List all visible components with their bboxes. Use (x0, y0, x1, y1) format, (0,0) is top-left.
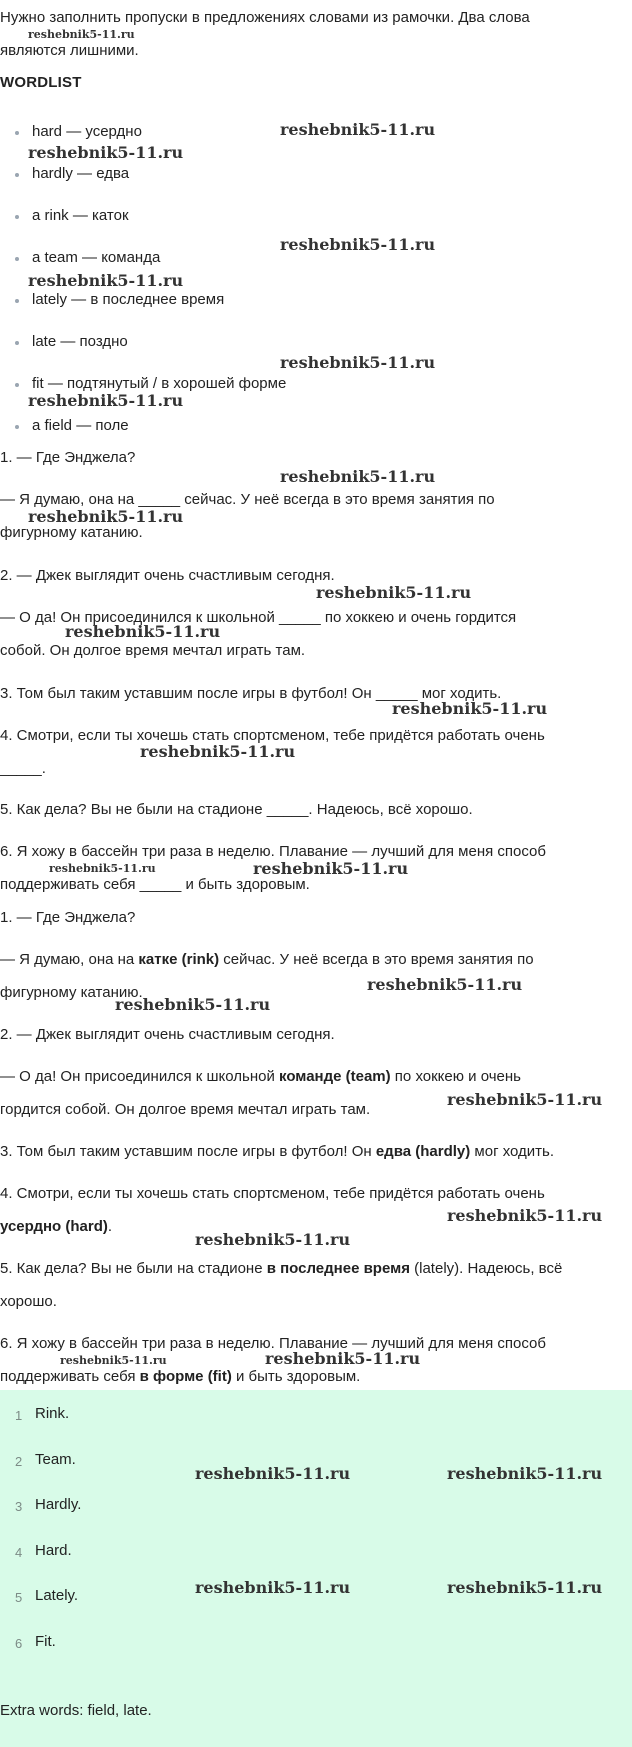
watermark: reshebnik5-11.ru (28, 28, 135, 41)
answer-text: Rink. (35, 1405, 70, 1422)
word-item: a rink — каток (32, 207, 129, 224)
word-item: hard — усердно (32, 123, 142, 140)
watermark: reshebnik5-11.ru (392, 699, 548, 718)
task-3: 3. Том был таким уставшим после игры в футбол! Он _____ мог ходить. (0, 685, 502, 702)
task-1-line-1: — Я думаю, она на _____ сейчас. У неё всегда в это время занятия по (0, 491, 495, 508)
solution-3: 3. Том был таким уставшим после игры в футбол! Он едва (hardly) мог ходить. (0, 1143, 555, 1160)
watermark: reshebnik5-11.ru (65, 622, 221, 641)
solution-1-line-2: фигурному катанию. (0, 984, 143, 1001)
task-2-line-3: собой. Он долгое время мечтал играть там. (0, 642, 306, 659)
task-2-line-2: — О да! Он присоединился к школьной _____ по хоккею и очень гордится (0, 609, 517, 626)
watermark: reshebnik5-11.ru (140, 742, 296, 761)
watermark: reshebnik5-11.ru (280, 353, 436, 372)
word-item: lately — в последнее время (32, 291, 225, 308)
word-item: fit — подтянутый / в хорошей форме (32, 375, 287, 392)
answer-number: 2 (15, 1454, 23, 1469)
bullet-icon (15, 425, 19, 429)
bullet-icon (15, 383, 19, 387)
answer-highlight: в последнее время (266, 1260, 410, 1277)
answer-highlight: в форме (fit) (139, 1368, 232, 1385)
watermark: reshebnik5-11.ru (28, 271, 184, 290)
word-item: a team — команда (32, 249, 161, 266)
watermark: reshebnik5-11.ru (115, 995, 271, 1014)
task-6-line-2: поддерживать себя _____ и быть здоровым. (0, 876, 310, 893)
watermark: reshebnik5-11.ru (60, 1354, 167, 1367)
answer-text: Fit. (35, 1633, 56, 1650)
intro-line-1: Нужно заполнить пропуски в предложениях словами из рамочки. Два слова (0, 9, 530, 26)
watermark: reshebnik5-11.ru (316, 583, 472, 602)
wordlist-heading: WORDLIST (0, 74, 82, 91)
watermark: reshebnik5-11.ru (49, 862, 156, 875)
answers-panel (0, 1390, 632, 1747)
answer-text: Hard. (35, 1542, 72, 1559)
watermark: reshebnik5-11.ru (28, 391, 184, 410)
task-2-line-1: 2. — Джек выглядит очень счастливым сегодня. (0, 567, 335, 584)
solution-2-line-1: 2. — Джек выглядит очень счастливым сегодня. (0, 1026, 335, 1043)
task-4-line-2: _____. (0, 760, 46, 777)
bullet-icon (15, 257, 19, 261)
watermark: reshebnik5-11.ru (280, 467, 436, 486)
answer-highlight: едва (hardly) (375, 1143, 471, 1160)
answer-text: Hardly. (35, 1496, 82, 1513)
solution-1-line-1: — Я думаю, она на катке (rink) сейчас. У неё всегда в это время занятия по (0, 951, 534, 968)
task-4-line-1: 4. Смотри, если ты хочешь стать спортсменом, тебе придётся работать очень (0, 727, 545, 744)
word-item: a field — поле (32, 417, 129, 434)
answer-highlight: усердно (hard) (0, 1218, 108, 1235)
task-1-question: 1. — Где Энджела? (0, 449, 136, 466)
watermark: reshebnik5-11.ru (447, 1578, 603, 1597)
answer-number: 6 (15, 1636, 23, 1651)
solution-6-line-2: поддерживать себя в форме (fit) и быть здоровым. (0, 1368, 361, 1385)
watermark: reshebnik5-11.ru (447, 1090, 603, 1109)
bullet-icon (15, 131, 19, 135)
task-5: 5. Как дела? Вы не были на стадионе _____. Надеюсь, всё хорошо. (0, 801, 473, 818)
solution-2-line-3: гордится собой. Он долгое время мечтал играть там. (0, 1101, 371, 1118)
watermark: reshebnik5-11.ru (195, 1230, 351, 1249)
solution-2-line-2: — О да! Он присоединился к школьной команде (team) по хоккею и очень (0, 1068, 521, 1085)
watermark: reshebnik5-11.ru (28, 507, 184, 526)
solution-4-line-2: усердно (hard). (0, 1218, 113, 1235)
answer-highlight: катке (rink) (138, 951, 220, 968)
task-6-line-1: 6. Я хожу в бассейн три раза в неделю. Плавание — лучший для меня способ (0, 843, 546, 860)
watermark: reshebnik5-11.ru (447, 1206, 603, 1225)
watermark: reshebnik5-11.ru (367, 975, 523, 994)
answer-text: Team. (35, 1451, 76, 1468)
answer-number: 5 (15, 1590, 23, 1605)
answer-text: Lately. (35, 1587, 79, 1604)
answer-number: 4 (15, 1545, 23, 1560)
watermark: reshebnik5-11.ru (195, 1578, 351, 1597)
watermark: reshebnik5-11.ru (28, 143, 184, 162)
watermark: reshebnik5-11.ru (280, 235, 436, 254)
watermark: reshebnik5-11.ru (265, 1349, 421, 1368)
word-item: late — поздно (32, 333, 128, 350)
solution-5-line-2: хорошо. (0, 1293, 57, 1310)
answer-number: 1 (15, 1408, 23, 1423)
answer-highlight: команде (team) (279, 1068, 391, 1085)
task-1-line-2: фигурному катанию. (0, 524, 143, 541)
solution-4-line-1: 4. Смотри, если ты хочешь стать спортсменом, тебе придётся работать очень (0, 1185, 545, 1202)
bullet-icon (15, 173, 19, 177)
word-item: hardly — едва (32, 165, 130, 182)
watermark: reshebnik5-11.ru (447, 1464, 603, 1483)
extra-words: Extra words: field, late. (0, 1702, 152, 1719)
solution-6-line-1: 6. Я хожу в бассейн три раза в неделю. Плавание — лучший для меня способ (0, 1335, 546, 1352)
bullet-icon (15, 215, 19, 219)
answer-number: 3 (15, 1499, 23, 1514)
watermark: reshebnik5-11.ru (280, 120, 436, 139)
intro-line-2: являются лишними. (0, 42, 139, 59)
watermark: reshebnik5-11.ru (253, 859, 409, 878)
solution-5-line-1: 5. Как дела? Вы не были на стадионе в последнее время (lately). Надеюсь, всё (0, 1260, 563, 1277)
solution-1-question: 1. — Где Энджела? (0, 909, 136, 926)
bullet-icon (15, 299, 19, 303)
watermark: reshebnik5-11.ru (195, 1464, 351, 1483)
bullet-icon (15, 341, 19, 345)
